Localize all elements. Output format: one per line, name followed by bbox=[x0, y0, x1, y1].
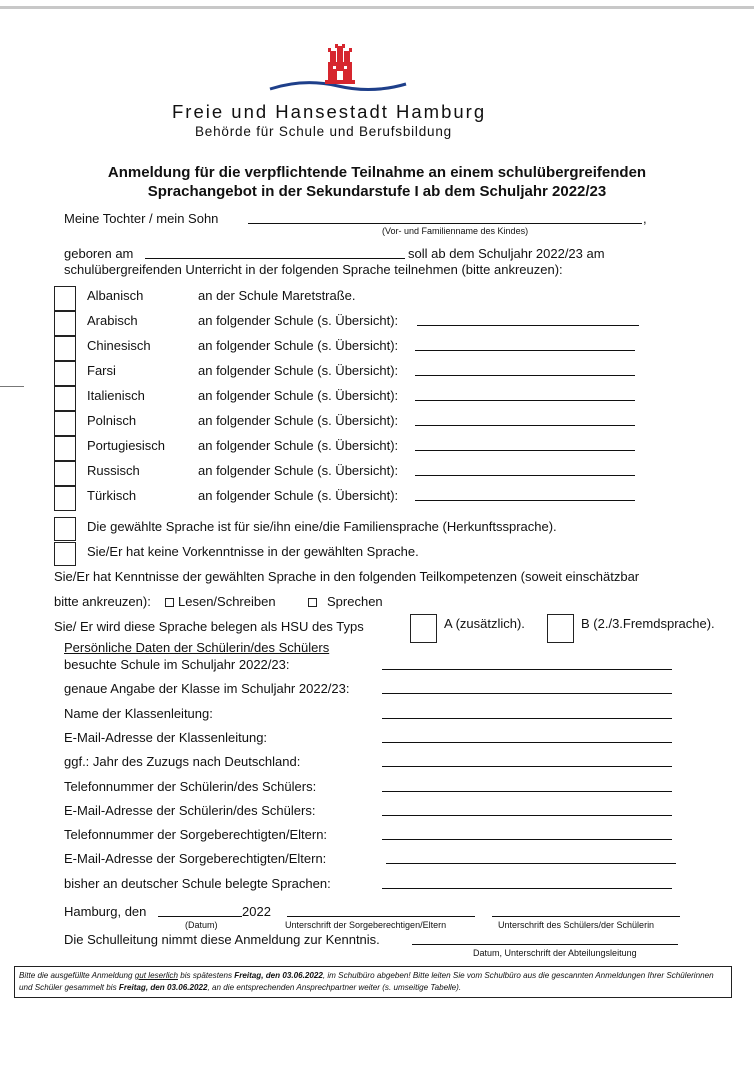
personal-field-label: ggf.: Jahr des Zuzugs nach Deutschland: bbox=[64, 754, 301, 770]
note-part2: gut leserlich bbox=[134, 971, 178, 980]
language-checkbox[interactable] bbox=[54, 436, 76, 461]
margin-mark bbox=[0, 386, 24, 387]
personal-field-label: E-Mail-Adresse der Klassenleitung: bbox=[64, 729, 268, 745]
note-part1: Bitte die ausgefüllte Anmeldung bbox=[19, 971, 135, 980]
competence-line1: Sie/Er hat Kenntnisse der gewählten Sprache in den folgenden Teilkompetenzen (soweit einschätzbar bbox=[54, 569, 640, 584]
language-school-label: an folgender Schule (s. Übersicht): bbox=[198, 363, 399, 378]
language-school-label: an folgender Schule (s. Übersicht): bbox=[198, 438, 399, 453]
personal-field-label: genaue Angabe der Klasse im Schuljahr 2022/23: bbox=[64, 681, 350, 697]
personal-field-input[interactable] bbox=[386, 863, 676, 864]
submission-note bbox=[14, 966, 732, 998]
language-checkbox[interactable] bbox=[54, 311, 76, 336]
personal-field-label: Name der Klassenleitung: bbox=[64, 705, 213, 721]
school-ack-text: Die Schulleitung nimmt diese Anmeldung zur Kenntnis. bbox=[64, 932, 380, 947]
no-prior-text: Sie/Er hat keine Vorkenntnisse in der gewählten Sprache. bbox=[87, 544, 419, 559]
dept-signature-field[interactable] bbox=[412, 944, 678, 945]
personal-field-label: E-Mail-Adresse der Sorgeberechtigten/Eltern: bbox=[64, 851, 327, 867]
type-a-checkbox[interactable] bbox=[410, 614, 437, 643]
language-name: Russisch bbox=[87, 463, 140, 478]
city-name: Freie und Hansestadt Hamburg bbox=[172, 101, 487, 122]
personal-field-input[interactable] bbox=[382, 815, 672, 816]
personal-field-input[interactable] bbox=[382, 839, 672, 840]
date-field[interactable] bbox=[158, 916, 242, 917]
parents-signature-field[interactable] bbox=[287, 916, 475, 917]
birthdate-field[interactable] bbox=[145, 258, 405, 259]
school-name-field[interactable] bbox=[415, 425, 635, 426]
personal-field-label: bisher an deutscher Schule belegte Sprachen: bbox=[64, 875, 331, 891]
language-name: Türkisch bbox=[87, 488, 137, 503]
personal-field-input[interactable] bbox=[382, 888, 672, 889]
speak-option[interactable] bbox=[308, 594, 383, 609]
personal-data-heading: Persönliche Daten der Schülerin/des Schülers bbox=[64, 640, 330, 655]
language-school-label: an folgender Schule (s. Übersicht): bbox=[198, 463, 399, 478]
language-school-label: an folgender Schule (s. Übersicht): bbox=[198, 338, 399, 353]
note-deadline1: Freitag, den 03.06.2022 bbox=[234, 971, 323, 980]
language-checkbox[interactable] bbox=[54, 386, 76, 411]
born-line2: schulübergreifenden Unterricht in der folgenden Sprache teilnehmen (bitte ankreuzen): bbox=[64, 262, 563, 277]
personal-field-label: Telefonnummer der Sorgeberechtigten/Eltern: bbox=[64, 827, 328, 843]
speak-label: Sprechen bbox=[327, 594, 383, 609]
language-school-label: an folgender Schule (s. Übersicht): bbox=[198, 413, 399, 428]
language-checkbox[interactable] bbox=[54, 286, 76, 311]
read-write-checkbox[interactable] bbox=[165, 598, 174, 607]
personal-field-input[interactable] bbox=[382, 766, 672, 767]
read-write-option[interactable] bbox=[165, 594, 276, 609]
read-write-label: Lesen/Schreiben bbox=[178, 594, 276, 609]
school-name-field[interactable] bbox=[415, 400, 635, 401]
language-school-label: an folgender Schule (s. Übersicht): bbox=[198, 488, 399, 503]
personal-field-input[interactable] bbox=[382, 669, 672, 670]
language-school-label: an folgender Schule (s. Übersicht): bbox=[198, 388, 399, 403]
language-name: Albanisch bbox=[87, 288, 144, 303]
note-part5: , im Schulbüro abgeben! Bitte leiten Sie vom Schulbüro aus die gescannten Anmeldungen Ihrer Schülerinnen und Schüler gesammelt bis bbox=[19, 971, 714, 992]
school-name-field[interactable] bbox=[415, 500, 635, 501]
school-name-field[interactable] bbox=[415, 475, 635, 476]
language-name: Chinesisch bbox=[87, 338, 151, 353]
type-b-checkbox[interactable] bbox=[547, 614, 574, 643]
language-name: Farsi bbox=[87, 363, 116, 378]
type-b-label: B (2./3.Fremdsprache). bbox=[581, 616, 715, 631]
type-a-label: A (zusätzlich). bbox=[444, 616, 525, 631]
personal-field-label: Telefonnummer der Schülerin/des Schülers: bbox=[64, 778, 317, 794]
family-language-text: Die gewählte Sprache ist für sie/ihn eine/die Familiensprache (Herkunftssprache). bbox=[87, 519, 557, 534]
student-signature-field[interactable] bbox=[492, 916, 680, 917]
page-title-line1: Anmeldung für die verpflichtende Teilnahme an einem schulübergreifenden bbox=[107, 164, 647, 181]
language-checkbox[interactable] bbox=[54, 336, 76, 361]
student-signature-caption: Unterschrift des Schülers/der Schülerin bbox=[498, 920, 655, 930]
note-part3: bis spätestens bbox=[178, 971, 235, 980]
personal-field-input[interactable] bbox=[382, 742, 672, 743]
language-name: Arabisch bbox=[87, 313, 138, 328]
language-school-label: an folgender Schule (s. Übersicht): bbox=[198, 313, 399, 328]
child-comma: , bbox=[643, 211, 647, 226]
family-language-checkbox[interactable] bbox=[54, 517, 76, 541]
child-name-caption: (Vor- und Familienname des Kindes) bbox=[382, 226, 529, 236]
personal-field-label: E-Mail-Adresse der Schülerin/des Schülers: bbox=[64, 802, 316, 818]
year-label: 2022 bbox=[242, 904, 271, 919]
date-caption: (Datum) bbox=[185, 920, 218, 930]
language-name: Portugiesisch bbox=[87, 438, 166, 453]
competence-line2: bitte ankreuzen): bbox=[54, 594, 151, 609]
no-prior-checkbox[interactable] bbox=[54, 542, 76, 566]
born-suffix: soll ab dem Schuljahr 2022/23 am bbox=[408, 246, 605, 261]
child-label: Meine Tochter / mein Sohn bbox=[64, 211, 219, 226]
born-label: geboren am bbox=[64, 246, 134, 261]
personal-field-input[interactable] bbox=[382, 693, 672, 694]
note-deadline2: Freitag, den 03.06.2022 bbox=[118, 982, 208, 992]
language-name: Italienisch bbox=[87, 388, 145, 403]
language-checkbox[interactable] bbox=[54, 361, 76, 386]
language-name: Polnisch bbox=[87, 413, 137, 428]
personal-field-input[interactable] bbox=[382, 718, 672, 719]
personal-field-label: besuchte Schule im Schuljahr 2022/23: bbox=[64, 657, 290, 672]
language-checkbox[interactable] bbox=[54, 411, 76, 436]
dept-signature-caption: Datum, Unterschrift der Abteilungsleitung bbox=[473, 948, 637, 958]
language-school-label: an der Schule Maretstraße. bbox=[198, 288, 356, 303]
school-name-field[interactable] bbox=[417, 325, 639, 326]
language-checkbox[interactable] bbox=[54, 461, 76, 486]
child-name-field[interactable] bbox=[248, 223, 642, 224]
place-label: Hamburg, den bbox=[64, 904, 147, 919]
note-part7: , an die entsprechenden Ansprechpartner weiter (s. umseitige Tabelle). bbox=[207, 982, 462, 992]
speak-checkbox[interactable] bbox=[308, 598, 317, 607]
personal-field-input[interactable] bbox=[382, 791, 672, 792]
hamburg-crest-logo bbox=[268, 42, 408, 98]
school-name-field[interactable] bbox=[415, 450, 635, 451]
authority-name: Behörde für Schule und Berufsbildung bbox=[195, 124, 452, 139]
school-name-field[interactable] bbox=[415, 350, 635, 351]
top-divider bbox=[0, 6, 754, 9]
hsu-type-text: Sie/ Er wird diese Sprache belegen als HSU des Typs bbox=[54, 619, 364, 634]
school-name-field[interactable] bbox=[415, 375, 635, 376]
page-title-line2: Sprachangebot in der Sekundarstufe I ab dem Schuljahr 2022/23 bbox=[147, 183, 607, 200]
parents-signature-caption: Unterschrift der Sorgeberechtigen/Eltern bbox=[285, 920, 447, 930]
language-checkbox[interactable] bbox=[54, 486, 76, 511]
